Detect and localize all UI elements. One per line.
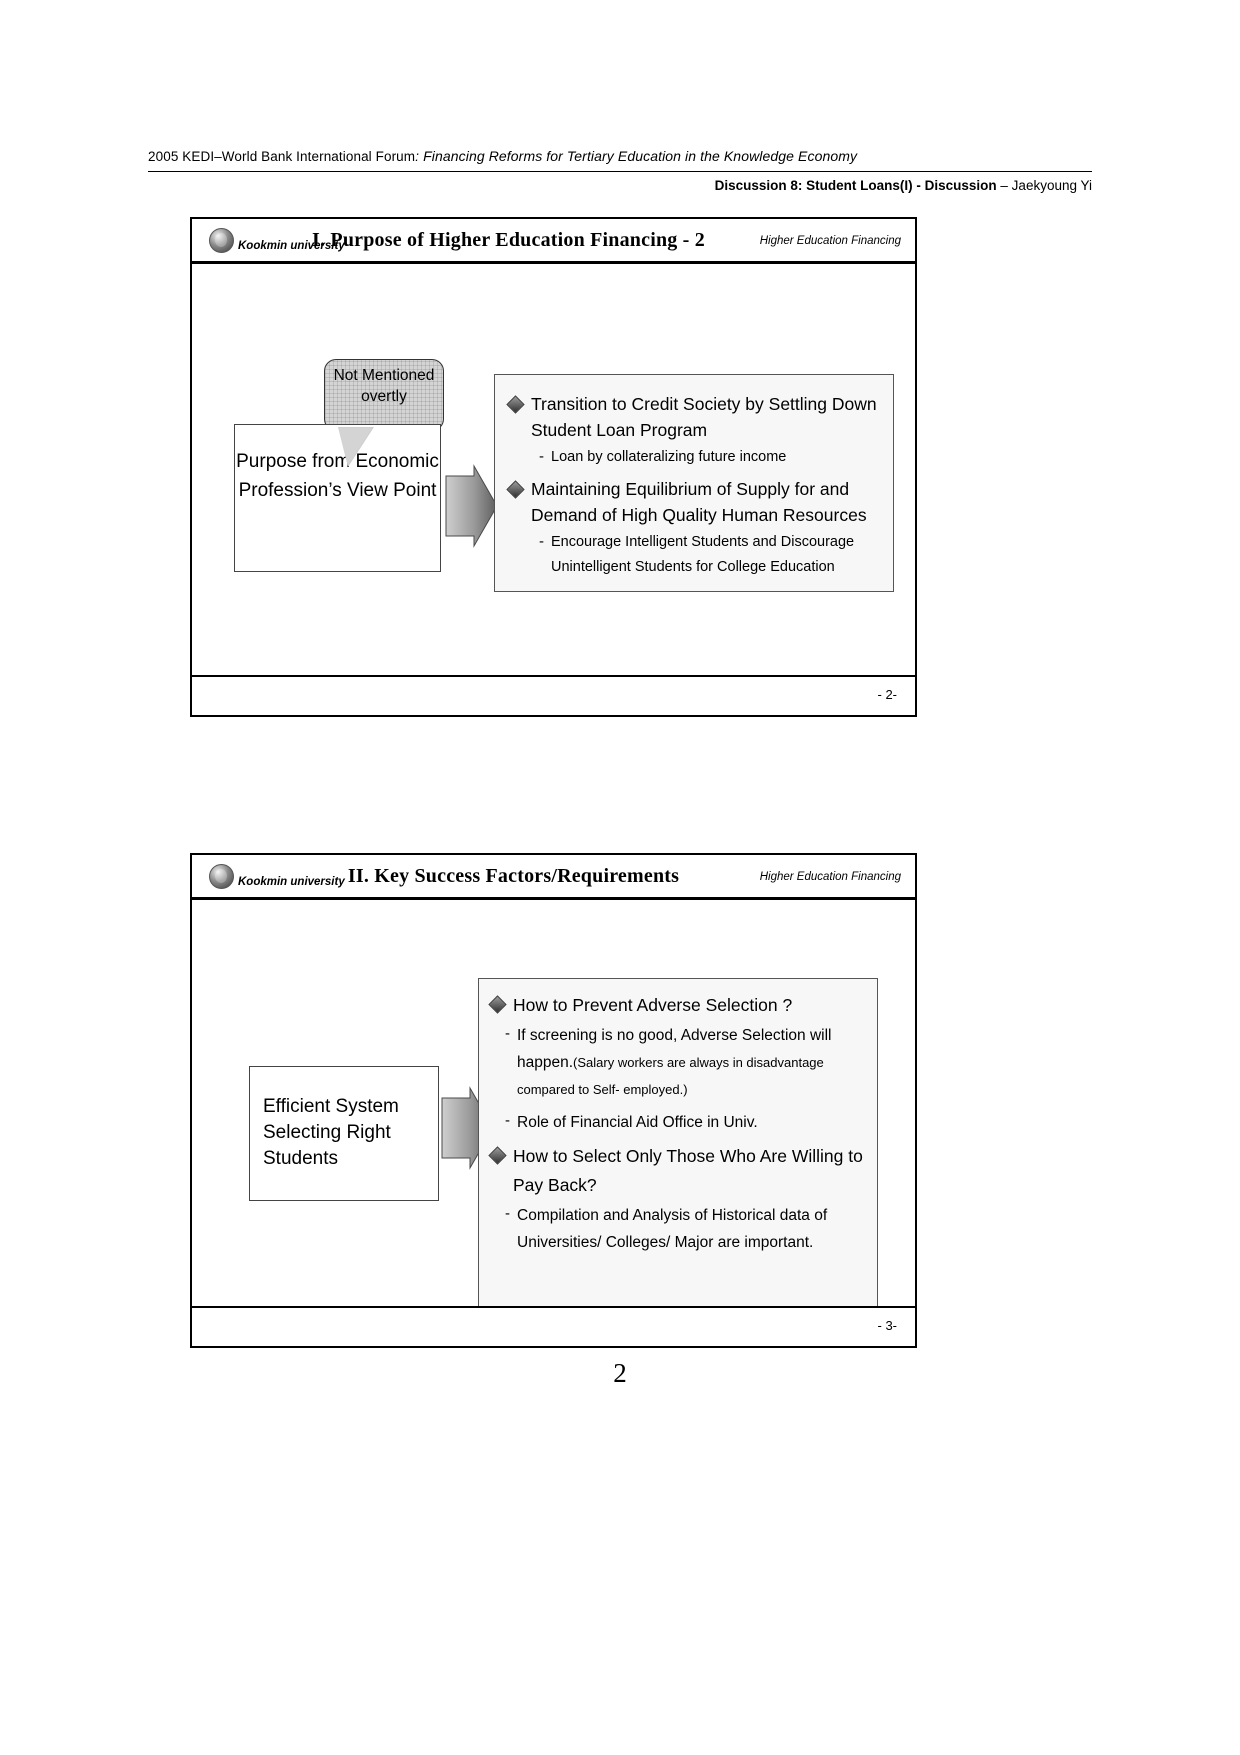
slide-1-footer — [192, 675, 915, 715]
forum-subtitle: : Financing Reforms for Tertiary Education in the Knowledge Economy — [415, 148, 858, 164]
slide-2-title: II. Key Success Factors/Requirements — [347, 865, 680, 887]
diamond-bullet-icon — [488, 1146, 506, 1164]
sub-bullet-item — [539, 445, 883, 470]
dash-bullet-icon: - — [505, 1205, 510, 1222]
slide-1-page-label: - 2- — [877, 687, 897, 702]
forum-title-line — [148, 148, 1092, 164]
slide-1-left-box: Purpose from Economic Profession’s View Point — [234, 424, 441, 572]
slide-2-page-label: - 3- — [877, 1318, 897, 1333]
university-logo-icon — [206, 862, 236, 892]
slide-2-titlebar — [192, 855, 915, 900]
slide-2-body — [192, 900, 915, 1346]
dash-bullet-icon: - — [505, 1025, 510, 1042]
callout-not-mentioned: Not Mentioned overtly — [324, 359, 444, 431]
slide-1-title: I. Purpose of Higher Education Financing - 2 — [312, 229, 705, 251]
bullet-item — [491, 991, 867, 1020]
dash-bullet-icon: - — [505, 1112, 510, 1129]
university-logo-icon — [206, 226, 236, 256]
slide-2-content-panel — [478, 978, 878, 1308]
sub-bullet-text: Role of Financial Aid Office in Univ. — [517, 1114, 758, 1131]
slide-1-body — [192, 264, 915, 715]
slide-2 — [190, 853, 917, 1348]
slide-2-corner-label: Higher Education Financing — [759, 871, 901, 883]
bullet-item — [509, 391, 883, 443]
session-line — [148, 178, 1092, 193]
slide-2-university: Kookmin university — [238, 876, 345, 888]
sub-bullet-item — [505, 1202, 867, 1256]
header-divider — [148, 171, 1092, 172]
sub-bullet-text: Compilation and Analysis of Historical data of Universities/ Colleges/ Major are important. — [517, 1207, 828, 1251]
slide-1-arrow-icon — [444, 464, 499, 548]
document-page-number: 2 — [613, 1358, 627, 1388]
session-title: Discussion 8: Student Loans(I) - Discussion — [714, 178, 997, 193]
bullet-text: How to Prevent Adverse Selection ? — [513, 995, 793, 1015]
forum-name: 2005 KEDI–World Bank International Forum — [148, 149, 416, 164]
sub-bullet-text — [517, 1022, 867, 1103]
callout-tail-shape — [338, 427, 374, 467]
slide-2-footer — [192, 1306, 915, 1346]
diamond-bullet-icon — [506, 480, 524, 498]
sub-bullet-item — [505, 1109, 867, 1136]
sub-bullet-item — [539, 530, 883, 580]
slide-1 — [190, 217, 917, 717]
sub-bullet-text: Encourage Intelligent Students and Discourage Unintelligent Students for College Education — [551, 534, 855, 575]
sub-bullet-text: Loan by collateralizing future income — [551, 449, 787, 465]
document-header — [148, 148, 1092, 193]
bullet-text: Maintaining Equilibrium of Supply for and Demand of High Quality Human Resources — [531, 479, 867, 525]
slide-1-titlebar — [192, 219, 915, 264]
sub-bullet-main: If screening is no good, Adverse Selection will happen. — [517, 1027, 832, 1071]
bullet-text: Transition to Credit Society by Settling Down Student Loan Program — [531, 394, 877, 440]
bullet-item — [491, 1142, 867, 1200]
dash-bullet-icon: - — [539, 448, 544, 465]
slide-1-content-panel — [494, 374, 894, 592]
diamond-bullet-icon — [488, 995, 506, 1013]
session-author: – Jaekyoung Yi — [996, 178, 1092, 193]
bullet-text: How to Select Only Those Who Are Willing to Pay Back? — [513, 1146, 863, 1195]
slide-2-left-box: Efficient System Selecting Right Students — [249, 1066, 439, 1201]
diamond-bullet-icon — [506, 395, 524, 413]
dash-bullet-icon: - — [539, 533, 544, 550]
bullet-item — [509, 476, 883, 528]
slide-1-corner-label: Higher Education Financing — [759, 235, 901, 247]
sub-bullet-parenthetical: (Salary workers are always in disadvantage compared to Self- employed.) — [517, 1055, 824, 1097]
sub-bullet-item — [505, 1022, 867, 1103]
slide-1-university: Kookmin university — [238, 240, 345, 252]
